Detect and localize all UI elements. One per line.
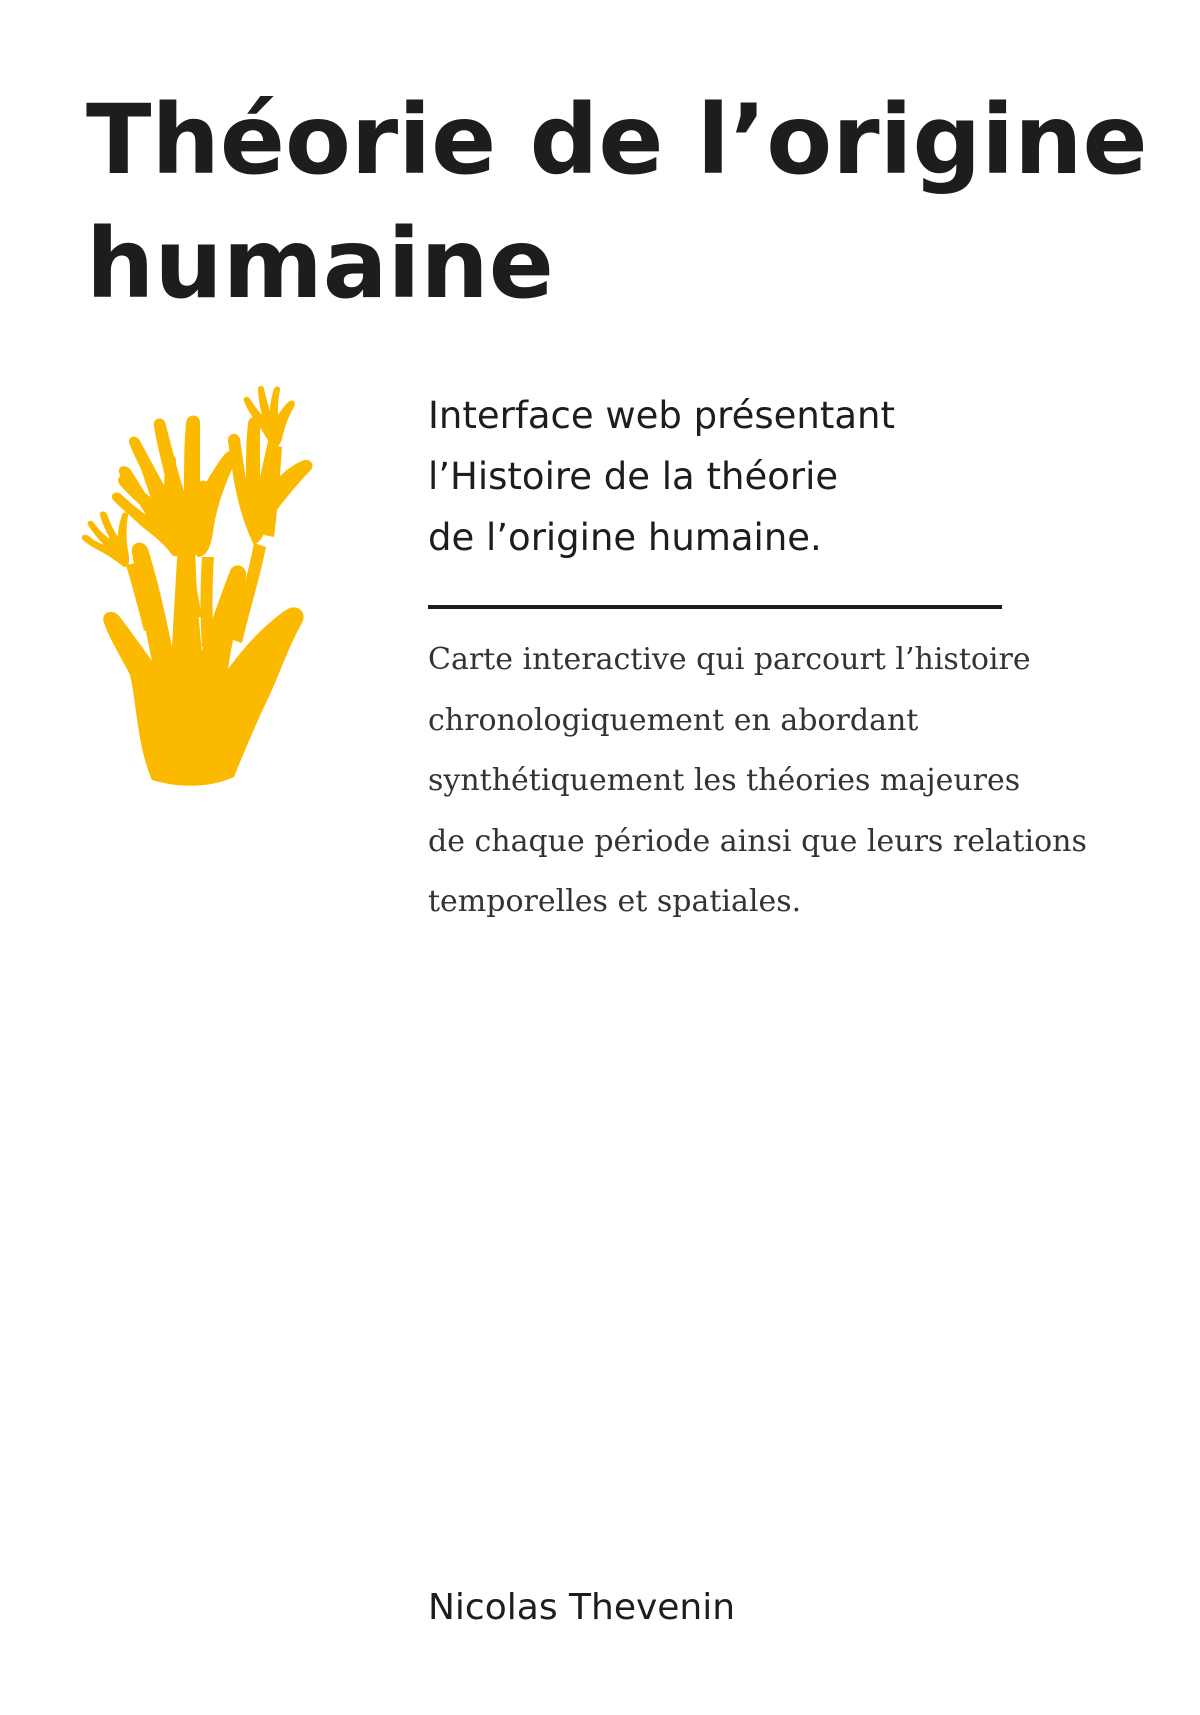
description (428, 630, 1168, 933)
description-line-1: Carte interactive qui parcourt l’histoire (428, 642, 1031, 677)
subtitle-line-2: l’Histoire de la théorie (428, 455, 839, 498)
divider (428, 605, 1002, 609)
subtitle-line-3: de l’origine humaine. (428, 516, 822, 559)
subtitle (428, 385, 1128, 568)
hands-tree-icon (82, 385, 382, 835)
author-name: Nicolas Thevenin (428, 1587, 736, 1628)
description-line-5: temporelles et spatiales. (428, 884, 802, 919)
page-title-line-1: Théorie de l’origine (86, 84, 1148, 196)
description-line-4: de chaque période ainsi que leurs relations (428, 823, 1087, 859)
page-title-line-2: humaine (86, 208, 554, 320)
description-line-3: synthétiquement les théories majeures (428, 763, 1021, 798)
page-title (86, 78, 1146, 326)
subtitle-line-1: Interface web présentant (428, 394, 895, 437)
description-line-2: chronologiquement en abordant (428, 702, 919, 738)
